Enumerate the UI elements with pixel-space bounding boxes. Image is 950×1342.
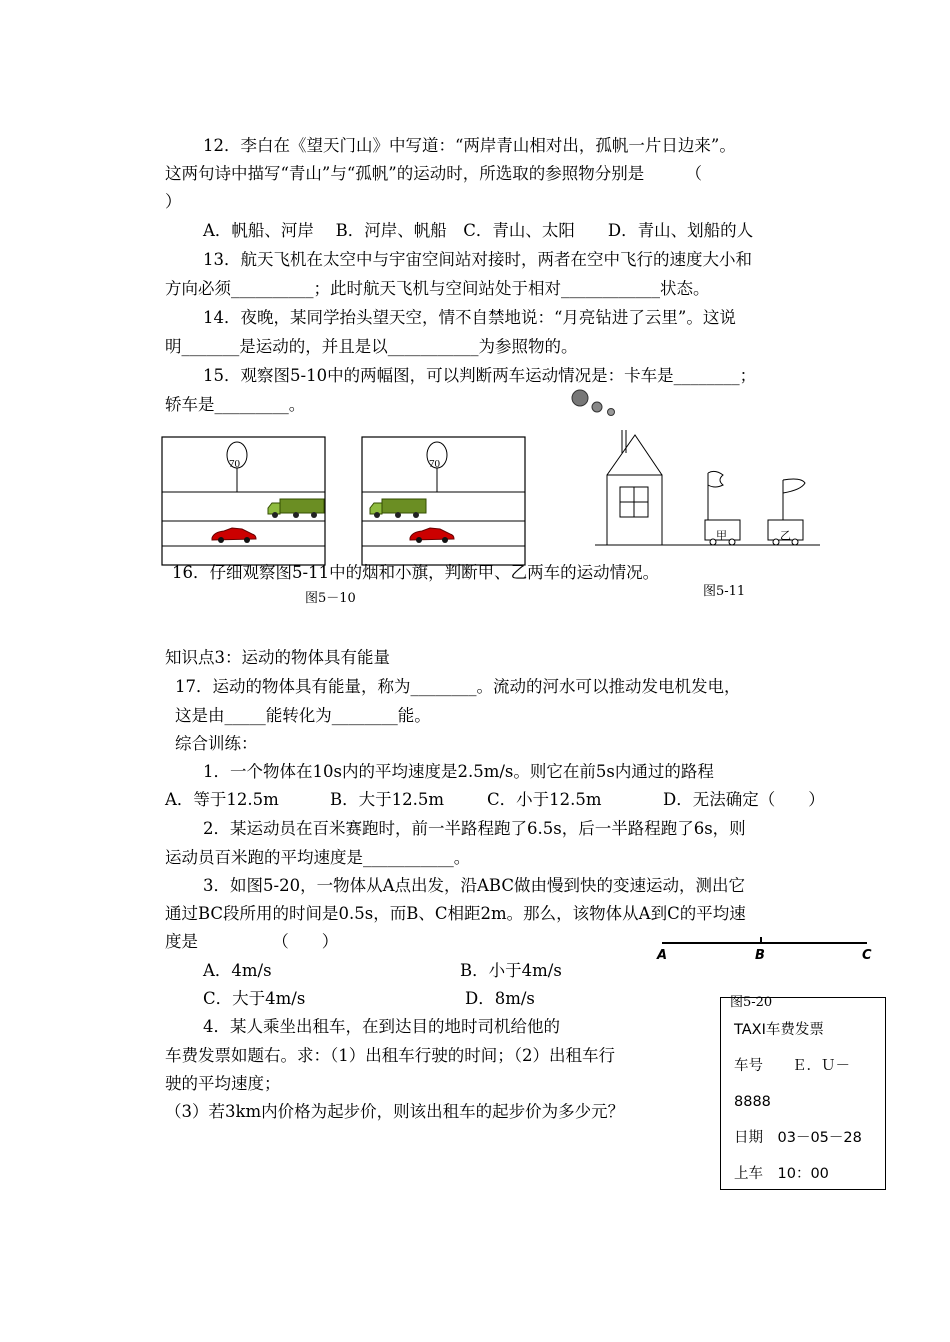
receipt-plate-value: 8888 [734,1094,771,1110]
cart-a-icon [705,471,740,545]
truck-icon [370,499,426,518]
q17-line1: 17．运动的物体具有能量，称为________。流动的河水可以推动发电机发电， [175,677,741,696]
p2-line1: 2．某运动员在百米赛跑时，前一半路程跑了6.5s，后一半路程跑了6s，则 [203,819,746,838]
p3-opt-c: C．大于4m/s [203,989,306,1008]
fig511-caption: 图5-11 [703,584,746,599]
cart-b-label: 乙 [780,530,791,542]
q17-line2: 这是由_____能转化为________能。 [175,706,431,725]
road-panel-2 [362,437,525,565]
receipt-boarding: 上车 10：00 [734,1166,829,1182]
q14-line2: 明_______是运动的，并且是以___________为参照物的。 [165,337,578,356]
fig510-caption: 图5－10 [305,591,356,606]
speed-sign-label: 70 [229,458,240,470]
cart-a-label: 甲 [716,530,727,542]
figure-5-11 [565,385,830,555]
q12-line3: ） [165,192,182,211]
receipt-title: TAXI车费发票 [734,1022,824,1038]
house-icon [607,430,662,545]
receipt-plate-label: 车号 Ｅ．Ｕ－ [734,1058,850,1074]
q13-line1: 13．航天飞机在太空中与宇宙空间站对接时，两者在空中飞行的速度大小和 [203,250,752,269]
fig520-caption: 图5-20 [730,995,773,1010]
kp3-title: 知识点3：运动的物体具有能量 [165,648,390,667]
p1-opt-b: B．大于12.5m [330,790,445,809]
point-b-tick [760,937,762,944]
q15-line1: 15．观察图5-10中的两幅图，可以判断两车运动情况是：卡车是________； [203,366,757,385]
point-a-label: A [657,948,668,963]
p4-line4: （3）若3km内价格为起步价，则该出租车的起步价为多少元？ [165,1102,625,1121]
truck-icon [268,499,324,518]
receipt-date: 日期 03－05－28 [734,1130,862,1146]
q13-line2: 方向必须__________；此时航天飞机与空间站处于相对____________状态。 [165,279,710,298]
p3-line1: 3．如图5-20，一物体从A点出发，沿ABC做由慢到快的变速运动，测出它 [203,876,745,895]
figure-5-10 [160,435,530,570]
p3-opt-a: A．4m/s [203,961,272,980]
q15-line2: 轿车是_________。 [165,395,306,414]
p1-opt-d: D．无法确定（ ） [663,790,825,809]
q12-line1: 12．李白在《望天门山》中写道：“两岸青山相对出，孤帆一片日边来”。 [203,136,736,155]
p4-line1: 4．某人乘坐出租车，在到达目的地时司机给他的 [203,1017,560,1036]
q14-line1: 14．夜晚，某同学抬头望天空，情不自禁地说：“月亮钻进了云里”。这说 [203,308,736,327]
p2-line2: 运动员百米跑的平均速度是___________。 [165,848,471,867]
smoke-icon [572,390,588,406]
p4-line3: 驶的平均速度； [165,1074,281,1093]
q16-line1: 16．仔细观察图5-11中的烟和小旗，判断甲、乙两车的运动情况。 [172,563,660,582]
p3-line3: 度是 （ ） [165,932,339,951]
p3-opt-d: D．8m/s [465,989,535,1008]
car-icon [410,528,454,543]
p1-opt-a: A．等于12.5m [165,790,279,809]
road-panel-1 [162,437,325,565]
q12-line2: 这两句诗中描写“青山”与“孤帆”的运动时，所选取的参照物分别是 （ [165,164,702,183]
p4-line2: 车费发票如题右。求：（1）出租车行驶的时间；（2）出租车行 [165,1046,615,1065]
q12-options: A．帆船、河岸 B．河岸、帆船 C．青山、太阳 D．青山、划船的人 [203,221,754,240]
speed-sign-label: 70 [429,458,440,470]
p3-line2: 通过BC段所用的时间是0.5s，而B、C相距2m。那么，该物体从A到C的平均速 [165,904,746,923]
p1-line1: 1．一个物体在10s内的平均速度是2.5m/s。则它在前5s内通过的路程 [203,762,714,781]
segment-abc [662,942,867,944]
p3-opt-b: B．小于4m/s [460,961,562,980]
practice-title: 综合训练： [175,734,258,753]
car-icon [212,528,256,543]
point-b-label: B [755,948,765,963]
cart-b-icon [768,479,805,545]
p1-opt-c: C．小于12.5m [487,790,602,809]
point-c-label: C [862,948,872,963]
